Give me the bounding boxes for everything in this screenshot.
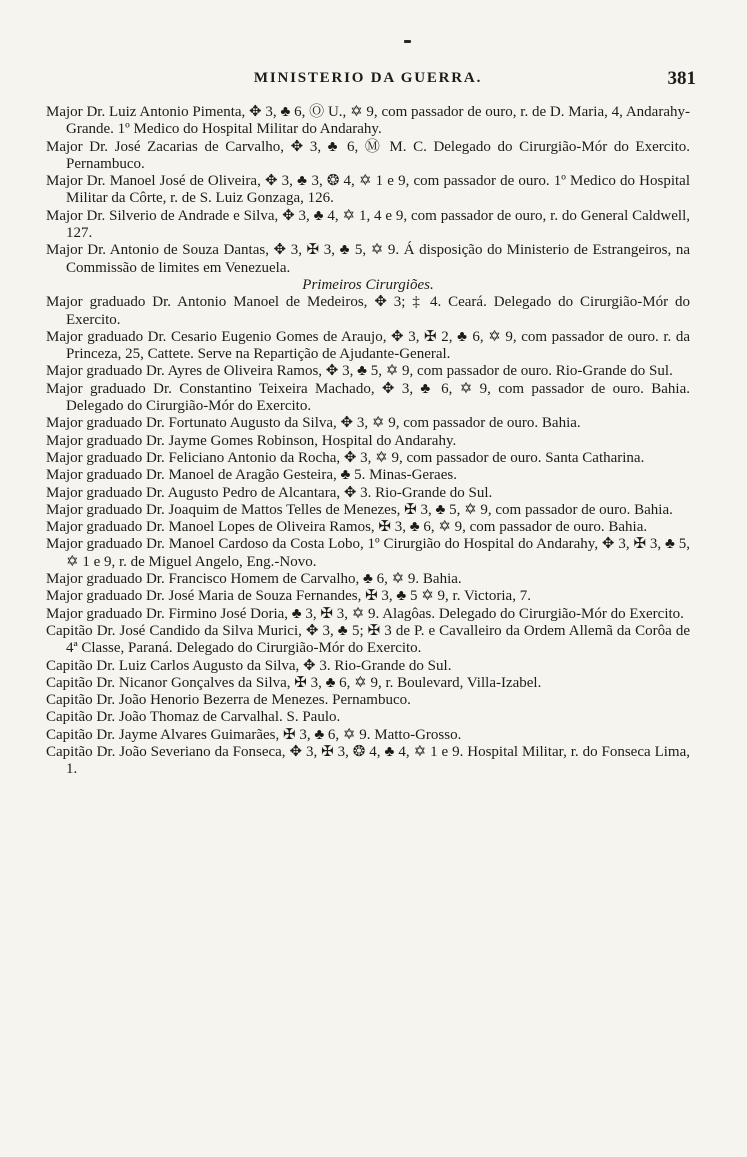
list-item: Major graduado Dr. Manoel Cardoso da Costa Lobo, 1º Cirurgião do Hospital do Andarahy, ✥ 3, ✠ 3, ♣ 5, ✡ 1 e 9, r. de Miguel Angelo, Eng.-Novo. [46, 536, 690, 570]
document-page [46, 68, 696, 779]
list-item: Major Dr. José Zacarias de Carvalho, ✥ 3, ♣ 6, Ⓜ M. C. Delegado do Cirurgião-Mór do Exercito. Pernambuco. [46, 138, 690, 172]
ink-mark [404, 40, 411, 43]
list-item: Major graduado Dr. Cesario Eugenio Gomes de Araujo, ✥ 3, ✠ 2, ♣ 6, ✡ 9, com passador de ouro. r. da Princeza, 25, Cattete. Serve na Repartição de Ajudante-General. [46, 328, 690, 363]
list-item: Major Dr. Manoel José de Oliveira, ✥ 3, ♣ 3, ❂ 4, ✡ 1 e 9, com passador de ouro. 1º Medico do Hospital Militar da Côrte, r. de S. Luiz Gonzaga, 126. [46, 173, 690, 207]
list-item: Major graduado Dr. Augusto Pedro de Alcantara, ✥ 3. Rio-Grande do Sul. [46, 484, 493, 501]
list-item: Major graduado Dr. Manoel de Aragão Gesteira, ♣ 5. Minas-Geraes. [46, 467, 457, 484]
list-item: Major Dr. Luiz Antonio Pimenta, ✥ 3, ♣ 6, Ⓞ U., ✡ 9, com passador de ouro, r. de D. Maria, 4, Andarahy-Grande. 1º Medico do Hospital Militar do Andarahy. [46, 104, 690, 138]
page-number: 381 [667, 68, 696, 89]
header-title: MINISTERIO DA GUERRA. [253, 70, 483, 86]
list-item: Capitão Dr. José Candido da Silva Murici, ✥ 3, ♣ 5; ✠ 3 de P. e Cavalleiro da Ordem Allemã da Corôa de 4ª Classe, Paraná. Delegado do Cirurgião-Mór do Exercito. [46, 622, 690, 657]
list-item: Major graduado Dr. Antonio Manoel de Medeiros, ✥ 3; ‡ 4. Ceará. Delegado do Cirurgião-Mór do Exercito. [46, 294, 690, 328]
list-item: Capitão Dr. Jayme Alvares Guimarães, ✠ 3, ♣ 6, ✡ 9. Matto-Grosso. [46, 726, 462, 743]
list-item: Major graduado Dr. Constantino Teixeira Machado, ✥ 3, ♣ 6, ✡ 9, com passador de ouro. Bahia. Delegado do Cirurgião-Mór do Exercito. [46, 380, 690, 415]
list-item: Major graduado Dr. Jayme Gomes Robinson, Hospital do Andarahy. [46, 432, 457, 449]
section-heading: Primeiros Cirurgiões. [302, 276, 434, 293]
running-header [46, 68, 696, 96]
list-item: Major graduado Dr. Feliciano Antonio da Rocha, ✥ 3, ✡ 9, com passador de ouro. Santa Catharina. [46, 449, 645, 466]
list-item: Capitão Dr. João Henorio Bezerra de Menezes. Pernambuco. [46, 692, 411, 709]
entry-list [46, 104, 690, 779]
list-item: Major graduado Dr. Fortunato Augusto da Silva, ✥ 3, ✡ 9, com passador de ouro. Bahia. [46, 415, 581, 432]
list-item: Major graduado Dr. Francisco Homem de Carvalho, ♣ 6, ✡ 9. Bahia. [46, 571, 462, 588]
list-item: Major graduado Dr. Firmino José Doria, ♣ 3, ✠ 3, ✡ 9. Alagôas. Delegado do Cirurgião-Mór do Exercito. [46, 605, 684, 622]
list-item: Major graduado Dr. José Maria de Souza Fernandes, ✠ 3, ♣ 5 ✡ 9, r. Victoria, 7. [46, 588, 531, 605]
list-item: Capitão Dr. João Thomaz de Carvalhal. S. Paulo. [46, 709, 341, 726]
list-item: Capitão Dr. Nicanor Gonçalves da Silva, ✠ 3, ♣ 6, ✡ 9, r. Boulevard, Villa-Izabel. [46, 674, 542, 691]
list-item: Major Dr. Antonio de Souza Dantas, ✥ 3, ✠ 3, ♣ 5, ✡ 9. Á disposição do Ministerio de Estrangeiros, na Commissão de limites em Venezuela. [46, 242, 690, 276]
list-item: Capitão Dr. João Severiano da Fonseca, ✥ 3, ✠ 3, ❂ 4, ♣ 4, ✡ 1 e 9. Hospital Militar, r. do Fonseca Lima, 1. [46, 743, 690, 778]
list-item: Major graduado Dr. Ayres de Oliveira Ramos, ✥ 3, ♣ 5, ✡ 9, com passador de ouro. Rio-Grande do Sul. [46, 363, 673, 380]
list-item: Major graduado Dr. Joaquim de Mattos Telles de Menezes, ✠ 3, ♣ 5, ✡ 9, com passador de ouro. Bahia. [46, 501, 673, 518]
list-item: Major graduado Dr. Manoel Lopes de Oliveira Ramos, ✠ 3, ♣ 6, ✡ 9, com passador de ouro. Bahia. [46, 519, 648, 536]
list-item: Major Dr. Silverio de Andrade e Silva, ✥ 3, ♣ 4, ✡ 1, 4 e 9, com passador de ouro, r. do General Caldwell, 127. [46, 207, 690, 242]
list-item: Capitão Dr. Luiz Carlos Augusto da Silva, ✥ 3. Rio-Grande do Sul. [46, 657, 452, 674]
